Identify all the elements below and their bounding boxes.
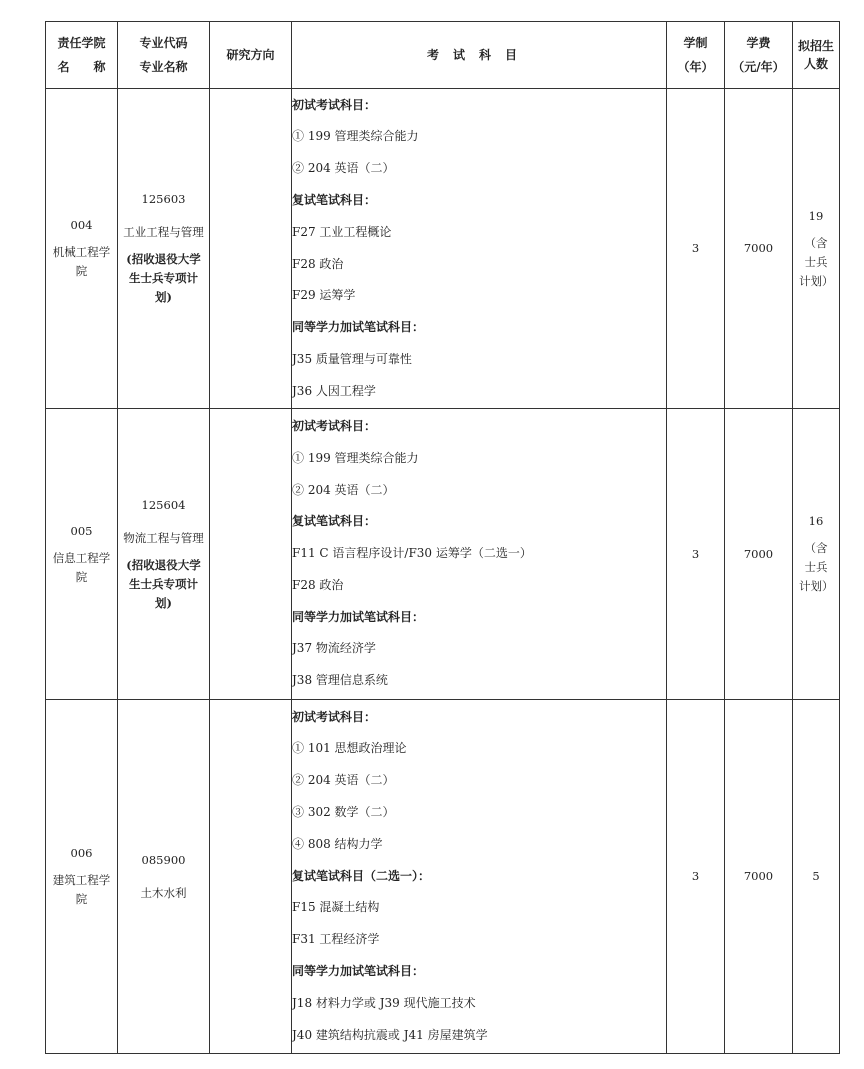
- years-value: 3: [691, 546, 700, 561]
- header-major-line2: 专业名称: [139, 60, 188, 74]
- years-cell: [667, 700, 725, 1054]
- exam-subject: J36 人因工程学: [292, 383, 376, 398]
- exam-cell: [292, 700, 667, 1054]
- header-years: [667, 22, 725, 89]
- quota-cell: [793, 700, 840, 1054]
- header-college-line2: 名 称: [57, 60, 106, 74]
- quota-cell: [793, 409, 840, 700]
- fee-cell: [725, 89, 793, 409]
- exam-section-heading: 初试考试科目：: [292, 97, 377, 112]
- years-cell: [667, 409, 725, 700]
- exam-section-heading: 同等学力加试笔试科目：: [292, 963, 425, 978]
- enrollment-table: [45, 21, 840, 1054]
- fee-value: 7000: [743, 241, 774, 255]
- header-direction: [210, 22, 292, 89]
- exam-section-heading: 同等学力加试笔试科目：: [292, 320, 425, 335]
- header-exam-label: 考试科目: [426, 48, 531, 62]
- major-name: 物流工程与管理: [123, 530, 204, 545]
- years-cell: [667, 89, 725, 409]
- header-years-line2: （年）: [677, 60, 714, 74]
- exam-subject: F31 工程经济学: [292, 932, 380, 947]
- years-value: 3: [691, 869, 700, 883]
- quota-value: 16: [808, 514, 824, 528]
- exam-subject: J18 材料力学或 J39 现代施工技术: [292, 995, 476, 1010]
- header-quota: [793, 22, 840, 89]
- college-code: 005: [70, 523, 93, 538]
- exam-subject: J37 物流经济学: [292, 641, 376, 656]
- fee-cell: [725, 409, 793, 700]
- exam-subject: ① 199 管理类综合能力: [292, 129, 419, 144]
- exam-section-heading: 复试笔试科目：: [292, 192, 377, 207]
- exam-subject: F28 政治: [292, 256, 344, 271]
- exam-subject: ② 204 英语（二）: [292, 482, 395, 497]
- years-value: 3: [691, 241, 700, 255]
- quota-value: 19: [808, 208, 824, 223]
- exam-section-heading: 复试笔试科目（二选一）：: [292, 868, 431, 883]
- quota-note: （含士兵计划）: [799, 541, 834, 593]
- exam-subject: ① 199 管理类综合能力: [292, 450, 419, 465]
- major-cell: [118, 89, 210, 409]
- table-row: [46, 700, 840, 1054]
- direction-cell: [210, 409, 292, 700]
- exam-section-heading: 复试笔试科目：: [292, 514, 377, 529]
- exam-section-heading: 初试考试科目：: [292, 418, 377, 433]
- exam-cell: [292, 89, 667, 409]
- header-fee-line2: （元/年）: [732, 60, 785, 74]
- fee-cell: [725, 700, 793, 1054]
- exam-subject: J40 建筑结构抗震或 J41 房屋建筑学: [292, 1027, 488, 1042]
- quota-note: （含士兵计划）: [799, 235, 834, 288]
- exam-subject: ① 101 思想政治理论: [292, 741, 407, 756]
- exam-subject: F28 政治: [292, 577, 344, 592]
- exam-subject: J35 质量管理与可靠性: [292, 351, 412, 366]
- college-cell: [46, 89, 118, 409]
- major-note: (招收退役大学生士兵专项计划): [126, 557, 201, 610]
- college-name: 信息工程学院: [52, 550, 111, 584]
- header-major: [118, 22, 210, 89]
- exam-subject: F29 运筹学: [292, 288, 356, 303]
- exam-subject: F11 C 语言程序设计/F30 运筹学（二选一）: [292, 546, 532, 561]
- fee-value: 7000: [743, 546, 774, 561]
- quota-cell: [793, 89, 840, 409]
- college-code: 004: [70, 218, 93, 232]
- major-note: (招收退役大学生士兵专项计划): [126, 252, 201, 304]
- college-name: 机械工程学院: [52, 245, 111, 278]
- fee-value: 7000: [743, 869, 774, 883]
- college-cell: [46, 700, 118, 1054]
- direction-cell: [210, 89, 292, 409]
- major-code: 125603: [141, 192, 186, 206]
- college-name: 建筑工程学院: [52, 873, 111, 906]
- exam-subject: ④ 808 结构力学: [292, 836, 383, 851]
- exam-subject: ③ 302 数学（二）: [292, 805, 395, 819]
- exam-subject: J38 管理信息系统: [292, 673, 388, 688]
- direction-cell: [210, 700, 292, 1054]
- exam-section-heading: 初试考试科目：: [292, 709, 377, 724]
- exam-subject: ② 204 英语（二）: [292, 161, 395, 176]
- header-fee: [725, 22, 793, 89]
- header-quota-label: 拟招生人数: [797, 39, 834, 71]
- major-name: 土木水利: [140, 885, 187, 900]
- header-direction-label: 研究方向: [226, 48, 275, 62]
- exam-subject: F15 混凝土结构: [292, 900, 380, 915]
- quota-value: 5: [812, 869, 820, 883]
- table-row: [46, 89, 840, 409]
- header-fee-line1: 学费: [746, 36, 771, 50]
- exam-section-heading: 同等学力加试笔试科目：: [292, 609, 425, 624]
- college-cell: [46, 409, 118, 700]
- major-cell: [118, 700, 210, 1054]
- exam-subject: F27 工业工程概论: [292, 224, 392, 239]
- major-code: 125604: [141, 497, 186, 512]
- exam-subject: ② 204 英语（二）: [292, 773, 395, 788]
- major-name: 工业工程与管理: [123, 225, 204, 239]
- major-cell: [118, 409, 210, 700]
- table-row: [46, 409, 840, 700]
- header-row: [46, 22, 840, 89]
- header-major-line1: 专业代码: [139, 36, 188, 50]
- header-exam: [292, 22, 667, 89]
- header-college-line1: 责任学院: [57, 36, 106, 50]
- header-college: [46, 22, 118, 89]
- header-years-line1: 学制: [683, 36, 708, 50]
- major-code: 085900: [141, 852, 186, 867]
- exam-cell: [292, 409, 667, 700]
- college-code: 006: [70, 846, 93, 860]
